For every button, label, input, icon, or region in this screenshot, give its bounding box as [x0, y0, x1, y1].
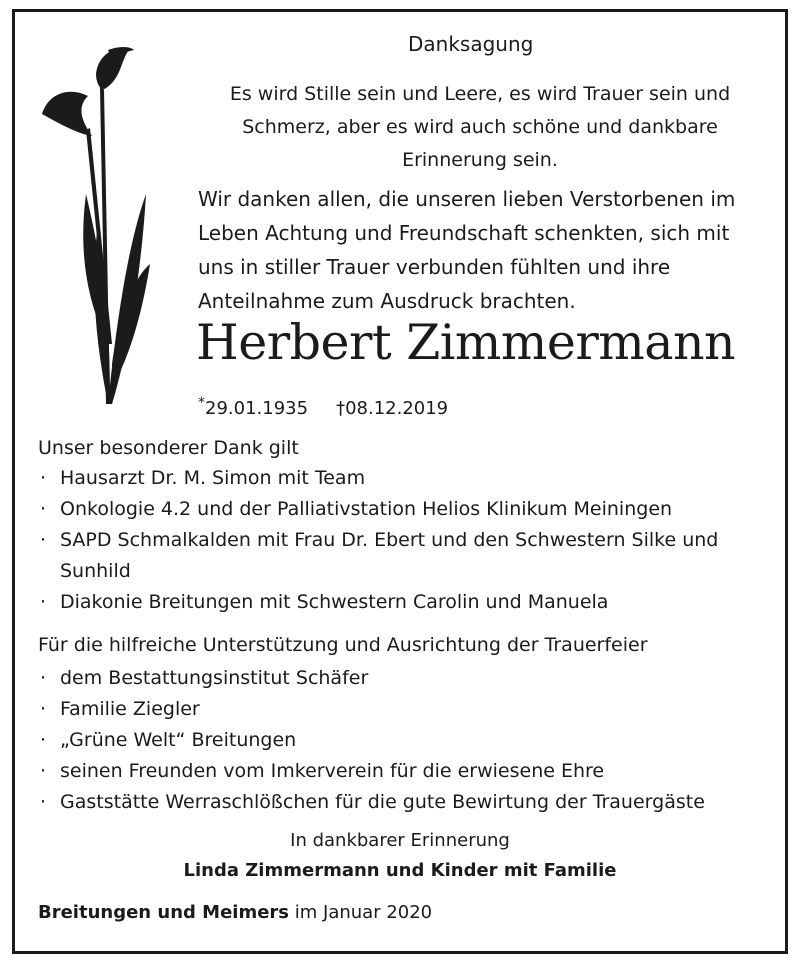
special-thanks-heading: Unser besonderer Dank gilt — [38, 437, 299, 459]
signature: Linda Zimmermann und Kinder mit Familie — [183, 860, 617, 881]
special-thanks-list — [38, 463, 768, 618]
list-item: · Hausarzt Dr. M. Simon mit Team — [38, 463, 768, 494]
calla-lily-icon — [38, 44, 154, 410]
list-item: · Onkologie 4.2 und der Palliativstation Helios Klinikum Meiningen — [38, 494, 768, 525]
notice-title: Danksagung — [408, 32, 534, 56]
list-item: · Familie Ziegler — [38, 694, 768, 725]
support-heading: Für die hilfreiche Unterstützung und Ausrichtung der Trauerfeier — [38, 634, 648, 656]
list-item: · dem Bestattungsinstitut Schäfer — [38, 663, 768, 694]
memorial-verse: Es wird Stille sein und Leere, es wird Trauer sein und Schmerz, aber es wird auch schöne und dankbare Erinnerung sein. — [229, 83, 731, 171]
support-list — [38, 663, 768, 818]
place-date — [38, 902, 432, 923]
birth-symbol: * — [198, 395, 205, 411]
list-item: · seinen Freunden vom Imkerverein für die erwiesene Ehre — [38, 756, 768, 787]
list-item: · Diakonie Breitungen mit Schwestern Carolin und Manuela — [38, 587, 768, 618]
death-symbol: † — [336, 398, 346, 419]
death-date: 08.12.2019 — [345, 398, 449, 419]
list-item: · SAPD Schmalkalden mit Frau Dr. Ebert und den Schwestern Silke und Sunhild — [38, 525, 768, 587]
deceased-name: Herbert Zimmermann — [196, 314, 736, 371]
thanks-paragraph: Wir danken allen, die unseren lieben Verstorbenen im Leben Achtung und Freundschaft schenkten, sich mit uns in stiller Trauer verbunden fühlten und ihre Anteilnahme zum Ausdruck brachten. — [198, 187, 736, 313]
life-dates — [198, 395, 448, 419]
place: Breitungen und Meimers — [38, 902, 290, 923]
birth-date: 29.01.1935 — [205, 398, 309, 419]
list-item: · Gaststätte Werraschlößchen für die gute Bewirtung der Trauergäste — [38, 787, 768, 818]
closing-line: In dankbarer Erinnerung — [290, 830, 510, 851]
list-item: · „Grüne Welt“ Breitungen — [38, 725, 768, 756]
date: im Januar 2020 — [294, 902, 433, 923]
